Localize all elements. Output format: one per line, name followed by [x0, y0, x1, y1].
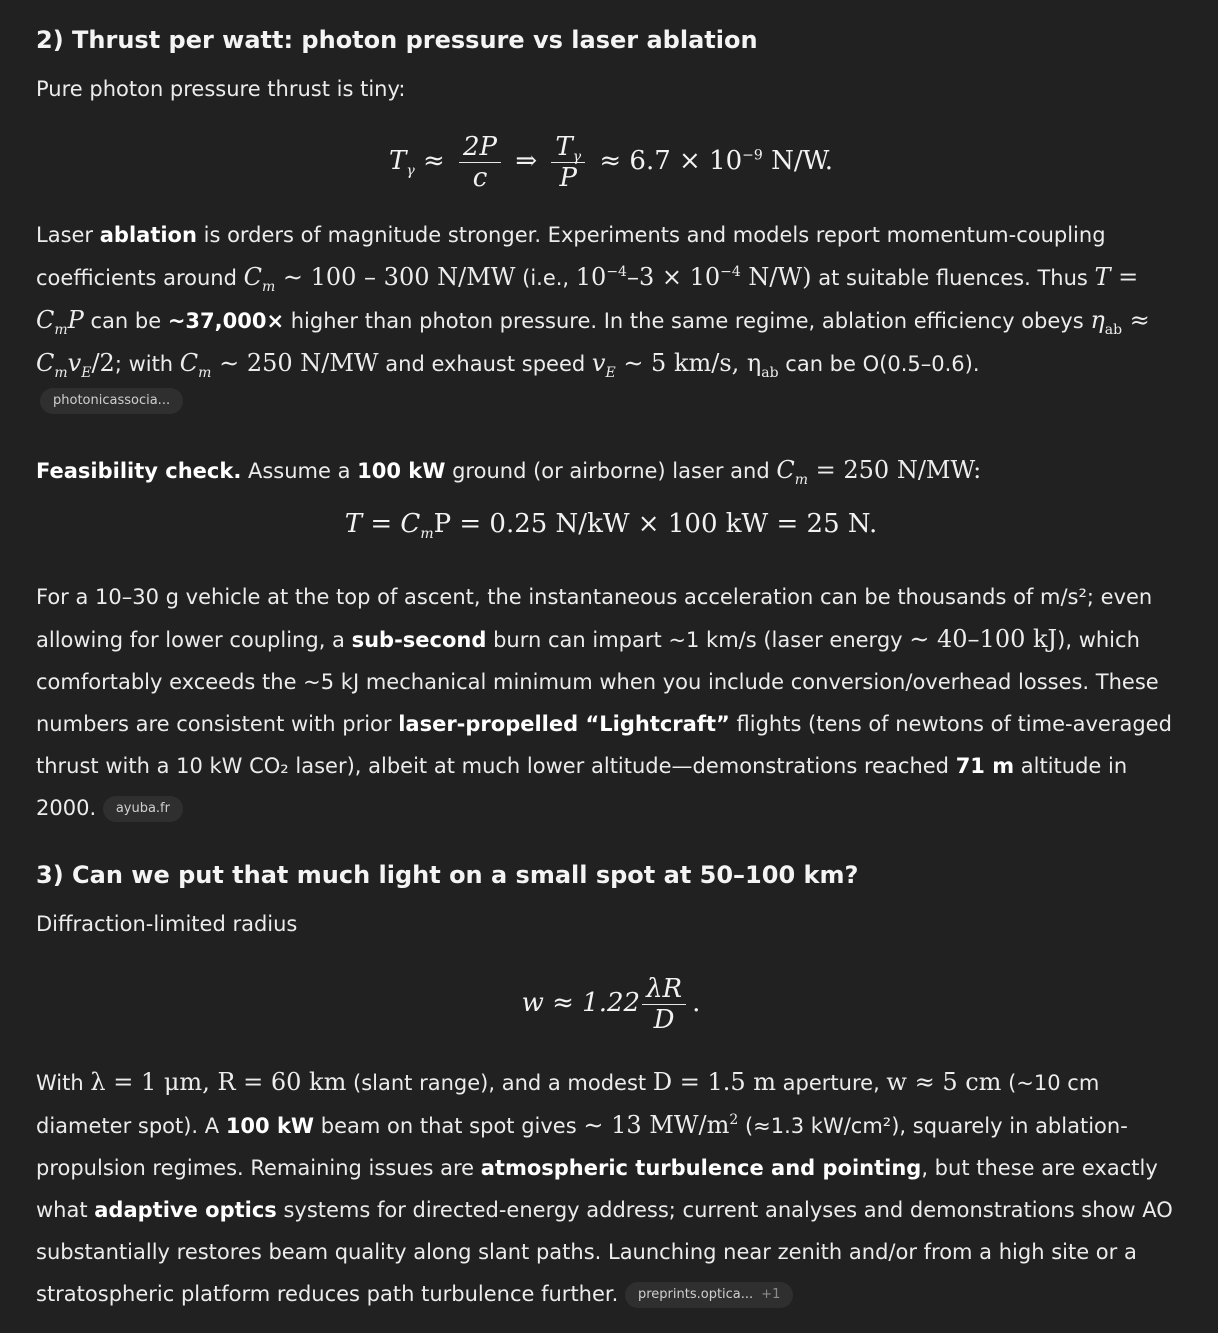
equation-thrust-estimate: $T = C_mP = 0.25$ N/kW × 100 kW = 25 N. [344, 509, 878, 543]
section-2-intro: Pure photon pressure thrust is tiny: [36, 77, 406, 101]
lightcraft-paragraph: For a 10–30 g vehicle at the top of ascent, the instantaneous acceleration can be thousands of m/s²; even allowing for lower coupling, a sub-second burn can impart ~1 km/s (laser energy ∼ 40–100 kJ), which comfortably exceeds the ~5 kJ mechanical minimum when you include conversion/overhead losses. These numbers are consistent with prior laser-propelled “Lightcraft” flights (tens of newtons of time-averaged thrust with a 10 kW CO₂ laser), albeit at much lower altitude—demonstrations reached 71 m altitude in 2000. ayuba.fr [36, 585, 1172, 820]
section-2-heading: 2) Thrust per watt: photon pressure vs laser ablation [36, 26, 758, 54]
spot-size-paragraph: With λ = 1 μm, R = 60 km (slant range), and a modest D = 1.5 m aperture, w ≈ 5 cm (~10 cm diameter spot). A 100 kW beam on that spot gives ∼ 13 $MW/m^2$ (≈1.3 kW/cm²), squarely in ablation-propulsion regimes. Remaining issues are atmospheric turbulence and pointing, but these are exactly what adaptive optics systems for directed-energy address; current analyses and demonstrations show AO substantially restores beam quality along slant paths. Launching near zenith and/or from a high site or a stratospheric platform reduces path turbulence further. preprints.optica... +1 [36, 1068, 1173, 1306]
source-chip-ayuba[interactable]: ayuba.fr [103, 796, 183, 822]
source-chip-preprints-optica[interactable]: preprints.optica... +1 [625, 1282, 793, 1308]
equation-photon-thrust: $T_\gamma$ ≈ $\frac{2P}{c}$ ⇒ $\frac{T_\gamma}{P}$ ≈ $6.7 \times 10^{-9}$ N/W. [388, 131, 834, 193]
section-3-intro: Diffraction-limited radius [36, 912, 298, 936]
source-chip-photonicassociates[interactable]: photonicassocia... [40, 388, 183, 414]
section-3-heading: 3) Can we put that much light on a small spot at 50–100 km? [36, 861, 859, 889]
ablation-paragraph: Laser ablation is orders of magnitude stronger. Experiments and models report momentum-coupling coefficients around $C_m$ ∼ 100 – 300 N/MW (i.e., $10^{-4}-3 \times 10^{-4}$ N/W) at suitable fluences. Thus $T = C_mP$ can be ~37,000× higher than photon pressure. In the same regime, ablation efficiency obeys $\eta_{ab} \approx C_mv_E/2$; with $C_m$ ∼ 250 N/MW and exhaust speed $v_E$ ∼ 5 km/s, $\eta_{ab}$ can be O(0.5–0.6). [36, 223, 1150, 381]
feasibility-paragraph: Feasibility check. Assume a 100 kW ground (or airborne) laser and $C_m = 250$ N/MW: [36, 456, 982, 488]
document [36, 18, 1186, 1315]
equation-spot-radius: w ≈ 1.22 $\frac{\lambda R}{D}$ . [521, 973, 701, 1035]
